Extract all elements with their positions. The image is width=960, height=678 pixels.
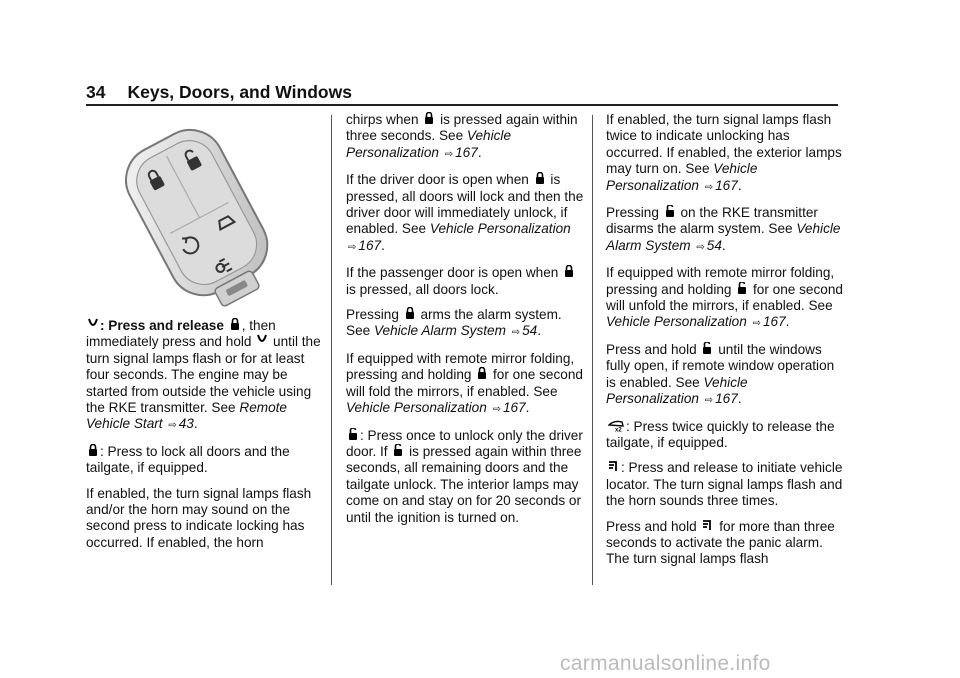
- page-reference[interactable]: 167: [502, 400, 526, 416]
- unlock-feedback-paragraph: If enabled, the turn signal lamps flash twice to indicate unlocking has occurred. If enabled, the exterior lamps may turn on. See Vehicle Personalization ⇨ 167.: [606, 112, 842, 193]
- key-fob-illustration: [108, 118, 290, 316]
- page-reference[interactable]: 167: [358, 237, 382, 253]
- remote-start-icon: [257, 334, 267, 347]
- cross-reference[interactable]: Vehicle Alarm System: [373, 323, 506, 339]
- lock-icon: [535, 172, 545, 185]
- column-divider-2: [592, 115, 593, 585]
- page-reference[interactable]: 54: [522, 323, 538, 339]
- alarm-arm-paragraph: Pressing arms the alarm system. See Vehicle Alarm System ⇨ 54.: [346, 307, 562, 339]
- page-reference[interactable]: 167: [715, 177, 738, 193]
- remote-start-paragraph: : Press and release , then immediately press and hold until the turn signal lamps flash or for at least four seconds. The engine may be started from outside the vehicle using the RKE transmitter. See Remote Vehicle Start ⇨ 43.: [86, 318, 321, 432]
- lock-feedback-paragraph: If enabled, the turn signal lamps flash and/or the horn may sound on the second press to indicate locking has occurred. If enabled, the horn: [86, 485, 312, 550]
- cross-reference[interactable]: Vehicle Personalization: [346, 400, 487, 416]
- passenger-door-paragraph: If the passenger door is open when is pressed, all doors lock.: [346, 265, 584, 298]
- section-title: Keys, Doors, and Windows: [127, 82, 352, 102]
- remote-start-icon: [88, 318, 98, 331]
- locator-paragraph: : Press and release to initiate vehicle locator. The turn signal lamps flash and the horn sounds three times.: [606, 460, 843, 509]
- windows-paragraph: Press and hold until the windows fully open, if remote window operation is enabled. See Vehicle Personalization ⇨ 167.: [606, 341, 835, 407]
- panic-icon: [608, 460, 619, 473]
- cross-reference[interactable]: Remote Vehicle Start: [86, 400, 287, 432]
- cross-reference[interactable]: Vehicle Personalization: [606, 314, 747, 330]
- cross-reference[interactable]: Vehicle Personalization: [429, 221, 571, 237]
- cross-reference[interactable]: Vehicle Personalization: [606, 161, 758, 193]
- column-3: [606, 112, 844, 577]
- lock-icon: [405, 307, 415, 320]
- page-reference[interactable]: 43: [178, 416, 194, 432]
- watermark: carmanualsonline.info: [560, 652, 771, 675]
- page-header: [86, 82, 352, 103]
- mirror-fold-paragraph: If equipped with remote mirror folding, pressing and holding for one second will fold the mirrors, if enabled. See Vehicle Personalization ⇨ 167.: [346, 350, 583, 416]
- panic-icon: [702, 519, 713, 532]
- lock-icon: [88, 444, 98, 457]
- cross-reference[interactable]: Vehicle Personalization: [346, 128, 512, 160]
- page-reference[interactable]: 167: [762, 314, 786, 330]
- page-reference[interactable]: 167: [715, 391, 738, 407]
- panic-paragraph: Press and hold for more than three seconds to activate the panic alarm. The turn signal lamps flash: [606, 518, 835, 567]
- page-reference[interactable]: 54: [706, 237, 722, 253]
- page-number: 34: [86, 82, 106, 102]
- lock-icon: [564, 265, 574, 278]
- tailgate-paragraph: x2 : Press twice quickly to release the tailgate, if equipped.: [606, 418, 835, 450]
- column-1: [86, 318, 324, 560]
- alarm-disarm-paragraph: Pressing on the RKE transmitter disarms the alarm system. See Vehicle Alarm System ⇨ 54.: [606, 205, 841, 253]
- column-divider-1: [331, 115, 332, 585]
- page-reference[interactable]: 167: [455, 144, 478, 160]
- driver-door-paragraph: If the driver door is open when is pressed, all doors will lock and then the driver door will immediately unlock, if enabled. See Vehicle Personalization ⇨ 167.: [346, 172, 584, 253]
- lock-icon: [477, 367, 487, 380]
- lock-icon: [424, 112, 434, 125]
- tailgate-icon: [608, 419, 624, 432]
- cross-reference[interactable]: Vehicle Alarm System: [606, 221, 841, 253]
- unlock-paragraph: : Press once to unlock only the driver door. If is pressed again within three seconds, all remaining doors and the tailgate unlock. The interior lamps may come on and stay on for 20 seconds or until the ignition is turned on.: [346, 427, 583, 525]
- header-rule: [86, 104, 838, 106]
- unlock-icon: [393, 444, 403, 457]
- unlock-icon: [665, 205, 675, 218]
- column-2: [346, 112, 584, 535]
- unlock-icon: [702, 342, 712, 355]
- chirp-paragraph: chirps when is pressed again within three seconds. See Vehicle Personalization ⇨ 167.: [346, 112, 578, 160]
- mirror-unfold-paragraph: If equipped with remote mirror folding, pressing and holding for one second will unfold the mirrors, if enabled. See Vehicle Personalization ⇨ 167.: [606, 265, 843, 330]
- unlock-icon: [348, 428, 358, 441]
- lock-icon: [230, 318, 240, 331]
- lock-paragraph: : Press to lock all doors and the tailgate, if equipped.: [86, 443, 290, 476]
- svg-text:x2: x2: [615, 427, 622, 432]
- cross-reference[interactable]: Vehicle Personalization: [606, 374, 748, 407]
- unlock-icon: [737, 282, 747, 295]
